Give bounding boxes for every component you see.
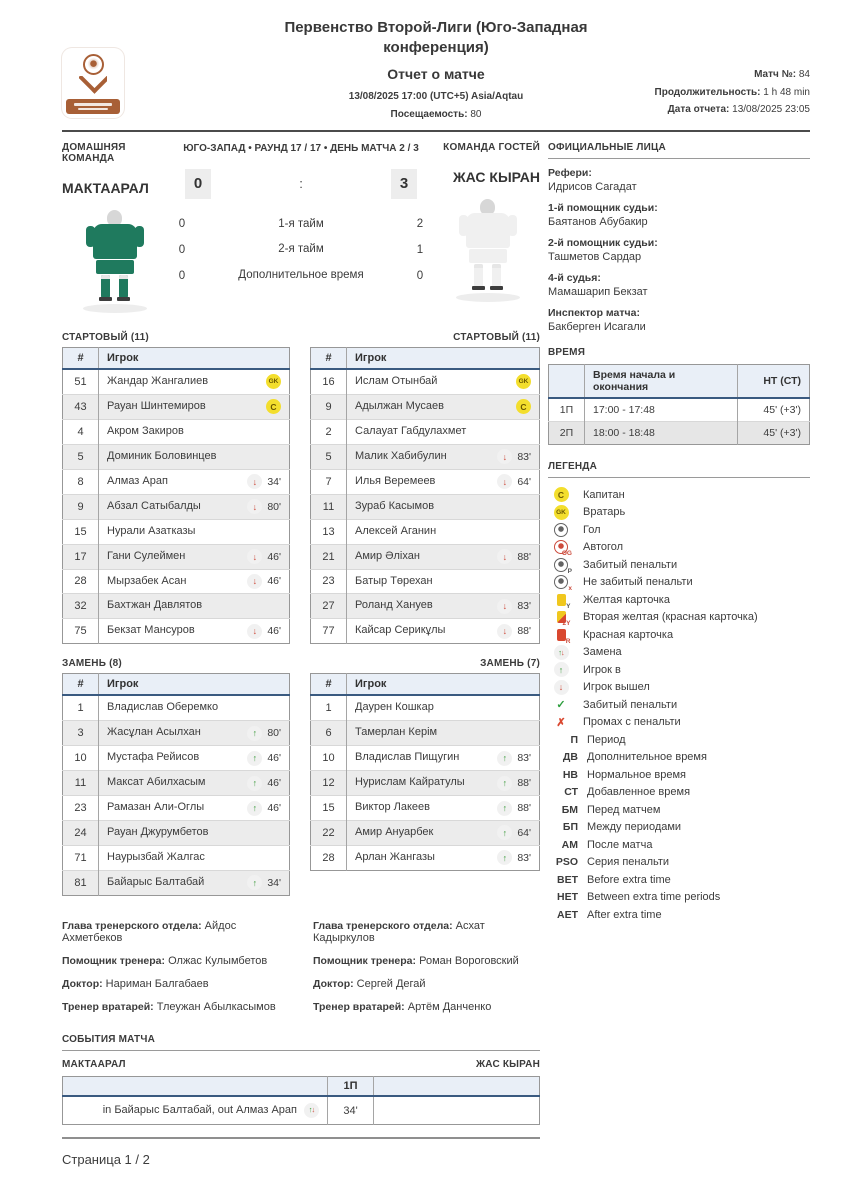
final-score: 0 : 3 xyxy=(185,169,417,199)
table-row: 11 Зураб Касымов xyxy=(311,494,540,519)
legend-section-label: ЛЕГЕНДА xyxy=(548,461,597,472)
match-events xyxy=(62,1034,540,1125)
competition-title: Первенство Второй-Лиги (Юго-Западная конференция) xyxy=(284,19,588,56)
away-kit-figure xyxy=(453,199,523,299)
time-section xyxy=(548,347,810,445)
match-datetime: 13/08/2025 17:00 (UTC+5) Asia/Aqtau xyxy=(348,91,524,102)
home-starting-label: СТАРТОВЫЙ (11) xyxy=(62,332,149,343)
player-out-icon xyxy=(247,474,262,489)
report-header xyxy=(62,18,810,132)
report-date: Дата отчета: 13/08/2025 23:05 xyxy=(667,104,810,115)
assistant-referee-2: 2-й помощник судьи: Ташметов Сардар xyxy=(548,237,658,263)
table-row: 21 Амир Әліхан ↓ 88' xyxy=(311,544,540,569)
table-row: 9 Абзал Сатыбалды ↓ 80' xyxy=(63,494,290,519)
table-row: 23 Батыр Төрехан xyxy=(311,569,540,594)
table-row: 28 Мырзабек Асан ↓ 46' xyxy=(63,569,290,594)
table-row: 5 Малик Хабибулин ↓ 83' xyxy=(311,444,540,469)
table-row: 28 Арлан Жангазы ↑ 83' xyxy=(311,845,540,870)
table-row: 3 Жасұлан Асылхан ↑ 80' xyxy=(63,721,290,746)
player-in-icon xyxy=(497,801,512,816)
table-row: 1 Даурен Кошкар xyxy=(311,695,540,720)
team-staff xyxy=(62,920,540,1024)
table-row: 5 Доминик Боловинцев xyxy=(63,444,290,469)
substitution-icon xyxy=(554,645,569,660)
table-row: 32 Бахтжан Давлятов xyxy=(63,594,290,619)
home-subs-table: # Игрок 1 Владислав Оберемко 3 Жасұлан Асылхан ↑ 80' 10 Мустафа Рейисов ↑ 46' 11 Максат Абилхасым ↑ 46' 23 Рамазан Али-Оглы ↑ 46' 24 Рауан Джурумбетов 71 Наурызбай Жалгас 81 Байарыс Балтабай ↑ 34' xyxy=(62,673,290,896)
captain-badge: C xyxy=(266,399,281,414)
player-out-icon xyxy=(247,549,262,564)
event-row: in Байарыс Балтабай, out Алмаз Арап ↑ ↓ 34' xyxy=(63,1096,540,1125)
table-row: 23 Рамазан Али-Оглы ↑ 46' xyxy=(63,796,290,821)
away-staff: Глава тренерского отдела: Асхат Кадыркулов Помощник тренера: Роман Вороговский Доктор: Сергей Дегай Тренер вратарей: Артём Данченко xyxy=(313,919,519,1013)
own-goal-icon: OG xyxy=(554,540,568,554)
yellow-card-icon: Y xyxy=(557,594,566,606)
events-table: 1П in Байарыс Балтабай, out Алмаз Арап ↑ ↓ 34' xyxy=(62,1076,540,1125)
away-subs-table: # Игрок 1 Даурен Кошкар 6 Тамерлан Керім 10 Владислав Пищугин ↑ 83' 12 Нурислам Кайратулы ↑ 88' 15 Виктор Лакеев ↑ 88' 22 Амир Ануарбек ↑ 64' 28 Арлан Жангазы ↑ 83' xyxy=(310,673,540,871)
guest-team-name: ЖАС КЫРАН xyxy=(453,169,540,185)
penalty-converted-icon xyxy=(556,698,565,711)
officials-section xyxy=(548,142,810,333)
table-row: 75 Бекзат Мансуров ↓ 46' xyxy=(63,619,290,644)
red-card-icon: R xyxy=(557,629,566,641)
assistant-referee-1: 1-й помощник судьи: Баятанов Абубакир xyxy=(548,202,658,228)
home-starting-table: # Игрок 51 Жандар Жангалиев GK 43 Рауан Шинтемиров C 4 Акром Закиров 5 Доминик Боловинцев 8 Алмаз Арап ↓ 34' 9 Абзал Сатыбалды ↓ 80' 15 Нурали Азатказы 17 Гани Сулеймен ↓ 46' 28 Мырзабек Асан ↓ 46' 32 Бахтжан Давлятов 75 Бекзат Мансуров ↓ 46' xyxy=(62,347,290,644)
home-staff: Глава тренерского отдела: Айдос Ахметбеков Помощник тренера: Олжас Кулымбетов Доктор: Нариман Балгабаев Тренер вратарей: Тлеужан Абылкасымов xyxy=(62,919,276,1013)
goalkeeper-badge: GK xyxy=(516,374,531,389)
events-away-team: ЖАС КЫРАН xyxy=(476,1058,540,1070)
events-home-team: МАКТААРАЛ xyxy=(62,1058,126,1070)
table-row: 43 Рауан Шинтемиров C xyxy=(63,394,290,419)
table-row: 24 Рауан Джурумбетов xyxy=(63,821,290,846)
home-team-label: ДОМАШНЯЯ КОМАНДА xyxy=(62,142,126,164)
player-in-icon xyxy=(554,662,569,677)
penalty-missed-icon: x xyxy=(554,575,568,589)
legend-section: ЛЕГЕНДА C Капитан GK Вратарь Гол OG Автогол P Забитый пенальти x Не забитый пенальти Y Желтая карточка 2Y Вторая желтая (красная карточка) R Красная карточка ↑ ↓ Замена ↑ Игрок в ↓ Игрок вышел ✓ Забитый пенальти ✗ Промах с пенальти П Период ДВ Дополнительное время НВ Нормальное время СТ Добавленное время БМ Перед матчем БП Между периодами АМ После матча PSO Серия пенальти BET Before extra time HET Between extra time periods AET After extra time xyxy=(548,461,810,924)
table-row: 2П 18:00 - 18:48 45' (+3') xyxy=(549,422,810,445)
goalkeeper-badge: GK xyxy=(266,374,281,389)
score-summary xyxy=(62,142,540,310)
away-starting-label: СТАРТОВЫЙ (11) xyxy=(453,332,540,343)
table-row: 4 Акром Закиров xyxy=(63,419,290,444)
captain-badge: C xyxy=(516,399,531,414)
table-row: 22 Амир Ануарбек ↑ 64' xyxy=(311,821,540,846)
player-in-icon xyxy=(247,776,262,791)
table-row: 9 Адылжан Мусаев C xyxy=(311,394,540,419)
table-row: 15 Виктор Лакеев ↑ 88' xyxy=(311,796,540,821)
player-in-icon xyxy=(497,825,512,840)
first-half-score: 0 1-я тайм 2 xyxy=(178,217,424,230)
table-row: 81 Байарыс Балтабай ↑ 34' xyxy=(63,870,290,895)
table-row: 17 Гани Сулеймен ↓ 46' xyxy=(63,544,290,569)
table-row: 15 Нурали Азатказы xyxy=(63,519,290,544)
penalty-scored-icon: P xyxy=(554,558,568,572)
match-inspector: Инспектор матча: Бакберген Исагали xyxy=(548,307,646,333)
table-row: 8 Алмаз Арап ↓ 34' xyxy=(63,469,290,494)
report-subtitle: Отчет о матче xyxy=(387,66,485,82)
player-out-icon xyxy=(497,599,512,614)
table-row: 77 Кайсар Серикұлы ↓ 88' xyxy=(311,619,540,644)
round-info: ЮГО-ЗАПАД • РАУНД 17 / 17 • ДЕНЬ МАТЧА 2 / 3 xyxy=(183,143,419,154)
away-starting-table: # Игрок 16 Ислам Отынбай GK 9 Адылжан Мусаев C 2 Салауат Габдулахмет 5 Малик Хабибулин ↓ 83' 7 Илья Веремеев ↓ 64' 11 Зураб Касымов 13 Алексей Аганин 21 Амир Әліхан ↓ 88' 23 Батыр Төрехан 27 Роланд Хануев ↓ 83' 77 Кайсар Серикұлы ↓ 88' xyxy=(310,347,540,644)
extra-time-score: 0 Дополнительное время 0 xyxy=(178,269,424,282)
player-in-icon xyxy=(497,850,512,865)
table-row: 13 Алексей Аганин xyxy=(311,519,540,544)
page-number: Страница 1 / 2 xyxy=(62,1152,150,1168)
period-scores xyxy=(167,217,435,284)
table-row: 10 Владислав Пищугин ↑ 83' xyxy=(311,746,540,771)
logo-banner xyxy=(66,99,120,114)
officials-section-label: ОФИЦИАЛЬНЫЕ ЛИЦА xyxy=(548,142,666,153)
away-subs-label: ЗАМЕНЬ (7) xyxy=(480,658,540,670)
table-row: 10 Мустафа Рейисов ↑ 46' xyxy=(63,746,290,771)
table-row: 16 Ислам Отынбай GK xyxy=(311,369,540,394)
report-meta xyxy=(655,66,810,119)
player-in-icon xyxy=(497,751,512,766)
table-row: 7 Илья Веремеев ↓ 64' xyxy=(311,469,540,494)
player-out-icon xyxy=(497,549,512,564)
captain-icon: C xyxy=(554,487,569,502)
fourth-official: 4-й судья: Мамашарип Бекзат xyxy=(548,272,648,298)
table-row: 51 Жандар Жангалиев GK xyxy=(63,369,290,394)
table-row: 11 Максат Абилхасым ↑ 46' xyxy=(63,771,290,796)
table-row: 27 Роланд Хануев ↓ 83' xyxy=(311,594,540,619)
logo-shield-icon xyxy=(79,76,107,95)
player-in-icon xyxy=(247,726,262,741)
match-number: Матч №: 84 xyxy=(754,69,810,80)
guest-team-label: КОМАНДА ГОСТЕЙ xyxy=(443,142,540,153)
attendance: Посещаемость: 80 xyxy=(390,109,482,120)
home-kit-figure xyxy=(80,210,150,310)
player-out-icon xyxy=(497,624,512,639)
table-row: 71 Наурызбай Жалгас xyxy=(63,845,290,870)
league-logo xyxy=(62,48,124,118)
home-subs-label: ЗАМЕНЬ (8) xyxy=(62,658,122,670)
player-in-icon xyxy=(247,751,262,766)
penalty-miss-icon xyxy=(556,716,565,729)
player-out-icon xyxy=(497,449,512,464)
away-score: 3 xyxy=(391,169,417,199)
player-out-icon xyxy=(247,499,262,514)
second-yellow-card-icon: 2Y xyxy=(557,611,566,623)
goalkeeper-icon: GK xyxy=(554,505,569,520)
table-row: 2 Салауат Габдулахмет xyxy=(311,419,540,444)
home-score: 0 xyxy=(185,169,211,199)
events-section-label: СОБЫТИЯ МАТЧА xyxy=(62,1033,156,1045)
player-out-icon xyxy=(554,680,569,695)
table-row: 12 Нурислам Кайратулы ↑ 88' xyxy=(311,771,540,796)
time-section-label: ВРЕМЯ xyxy=(548,347,586,358)
player-in-icon xyxy=(247,875,262,890)
match-duration: Продолжительность: 1 h 48 min xyxy=(654,86,810,98)
table-row: 1П 17:00 - 17:48 45' (+3') xyxy=(549,398,810,422)
player-out-icon xyxy=(247,574,262,589)
substitution-icon xyxy=(304,1103,319,1118)
page-footer xyxy=(62,1137,540,1167)
player-in-icon xyxy=(497,776,512,791)
table-row: 1 Владислав Оберемко xyxy=(63,695,290,720)
player-in-icon xyxy=(247,801,262,816)
table-row: 6 Тамерлан Керім xyxy=(311,721,540,746)
home-team-name: МАКТААРАЛ xyxy=(62,180,149,196)
time-table: Время начала и окончания НТ (СТ) 1П 17:00 - 17:48 45' (+3') 2П 18:00 - 18:48 45' (+3') xyxy=(548,364,810,445)
second-half-score: 0 2-я тайм 1 xyxy=(178,243,424,256)
logo-ball-icon xyxy=(83,54,104,75)
referee: Рефери: Идрисов Сагадат xyxy=(548,167,637,193)
player-out-icon xyxy=(497,474,512,489)
goal-icon xyxy=(554,523,568,537)
player-out-icon xyxy=(247,624,262,639)
